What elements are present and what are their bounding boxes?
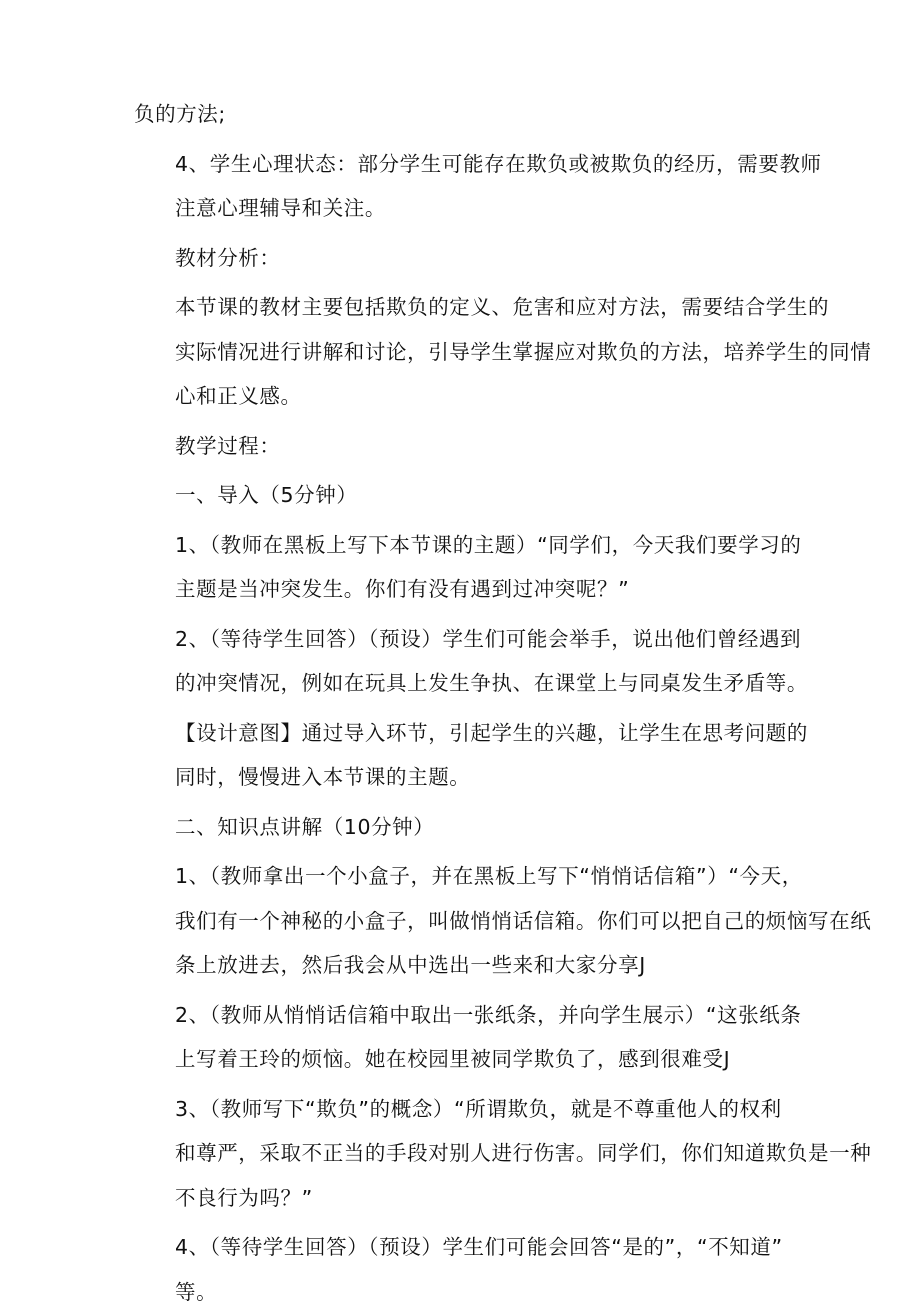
paragraph-line: 上写着王玲的烦恼。她在校园里被同学欺负了，感到很难受J [134, 1037, 802, 1082]
paragraph-line: 和尊严，采取不正当的手段对别人进行伤害。同学们，你们知道欺负是一种 [134, 1131, 802, 1176]
paragraph-line: 注意心理辅导和关注。 [134, 186, 802, 231]
document-body [134, 92, 802, 1314]
paragraph [134, 236, 802, 281]
paragraph-line: 1、（教师在黑板上写下本节课的主题）“同学们，今天我们要学习的 [134, 523, 802, 568]
paragraph-line: 条上放进去，然后我会从中选出一些来和大家分享J [134, 943, 802, 988]
paragraph-line: 3、（教师写下“欺负”的概念）“所谓欺负，就是不尊重他人的权利 [134, 1087, 802, 1132]
paragraph-line: 本节课的教材主要包括欺负的定义、危害和应对方法，需要结合学生的 [134, 285, 802, 330]
paragraph [134, 142, 802, 231]
paragraph-line: 同时，慢慢进入本节课的主题。 [134, 755, 802, 800]
paragraph [134, 92, 802, 137]
paragraph-line: 心和正义感。 [134, 374, 802, 419]
paragraph-line: 1、（教师拿出一个小盒子，并在黑板上写下“悄悄话信箱”）“今天， [134, 854, 802, 899]
paragraph-line: 4、学生心理状态：部分学生可能存在欺负或被欺负的经历，需要教师 [134, 142, 802, 187]
paragraph [134, 805, 802, 850]
paragraph-line: 4、（等待学生回答）（预设）学生们可能会回答“是的”，“不知道” [134, 1225, 802, 1270]
paragraph [134, 523, 802, 612]
paragraph [134, 473, 802, 518]
paragraph-line: 【设计意图】通过导入环节，引起学生的兴趣，让学生在思考问题的 [134, 711, 802, 756]
paragraph-line: 一、导入（5分钟） [134, 473, 802, 518]
paragraph-line: 2、（等待学生回答）（预设）学生们可能会举手，说出他们曾经遇到 [134, 617, 802, 662]
paragraph-line: 二、知识点讲解（10分钟） [134, 805, 802, 850]
paragraph-line: 教材分析： [134, 236, 802, 281]
paragraph-line: 等。 [134, 1270, 802, 1314]
paragraph [134, 1087, 802, 1221]
paragraph [134, 711, 802, 800]
paragraph-line: 我们有一个神秘的小盒子，叫做悄悄话信箱。你们可以把自己的烦恼写在纸 [134, 899, 802, 944]
paragraph-line: 负的方法; [134, 92, 802, 137]
paragraph-line: 的冲突情况，例如在玩具上发生争执、在课堂上与同桌发生矛盾等。 [134, 661, 802, 706]
paragraph [134, 424, 802, 469]
paragraph-line: 不良行为吗？” [134, 1176, 802, 1221]
paragraph-line: 2、（教师从悄悄话信箱中取出一张纸条，并向学生展示）“这张纸条 [134, 993, 802, 1038]
paragraph [134, 285, 802, 419]
paragraph [134, 854, 802, 988]
paragraph-line: 实际情况进行讲解和讨论，引导学生掌握应对欺负的方法，培养学生的同情 [134, 330, 802, 375]
paragraph-line: 教学过程： [134, 424, 802, 469]
paragraph [134, 617, 802, 706]
paragraph [134, 993, 802, 1082]
paragraph-line: 主题是当冲突发生。你们有没有遇到过冲突呢？” [134, 567, 802, 612]
